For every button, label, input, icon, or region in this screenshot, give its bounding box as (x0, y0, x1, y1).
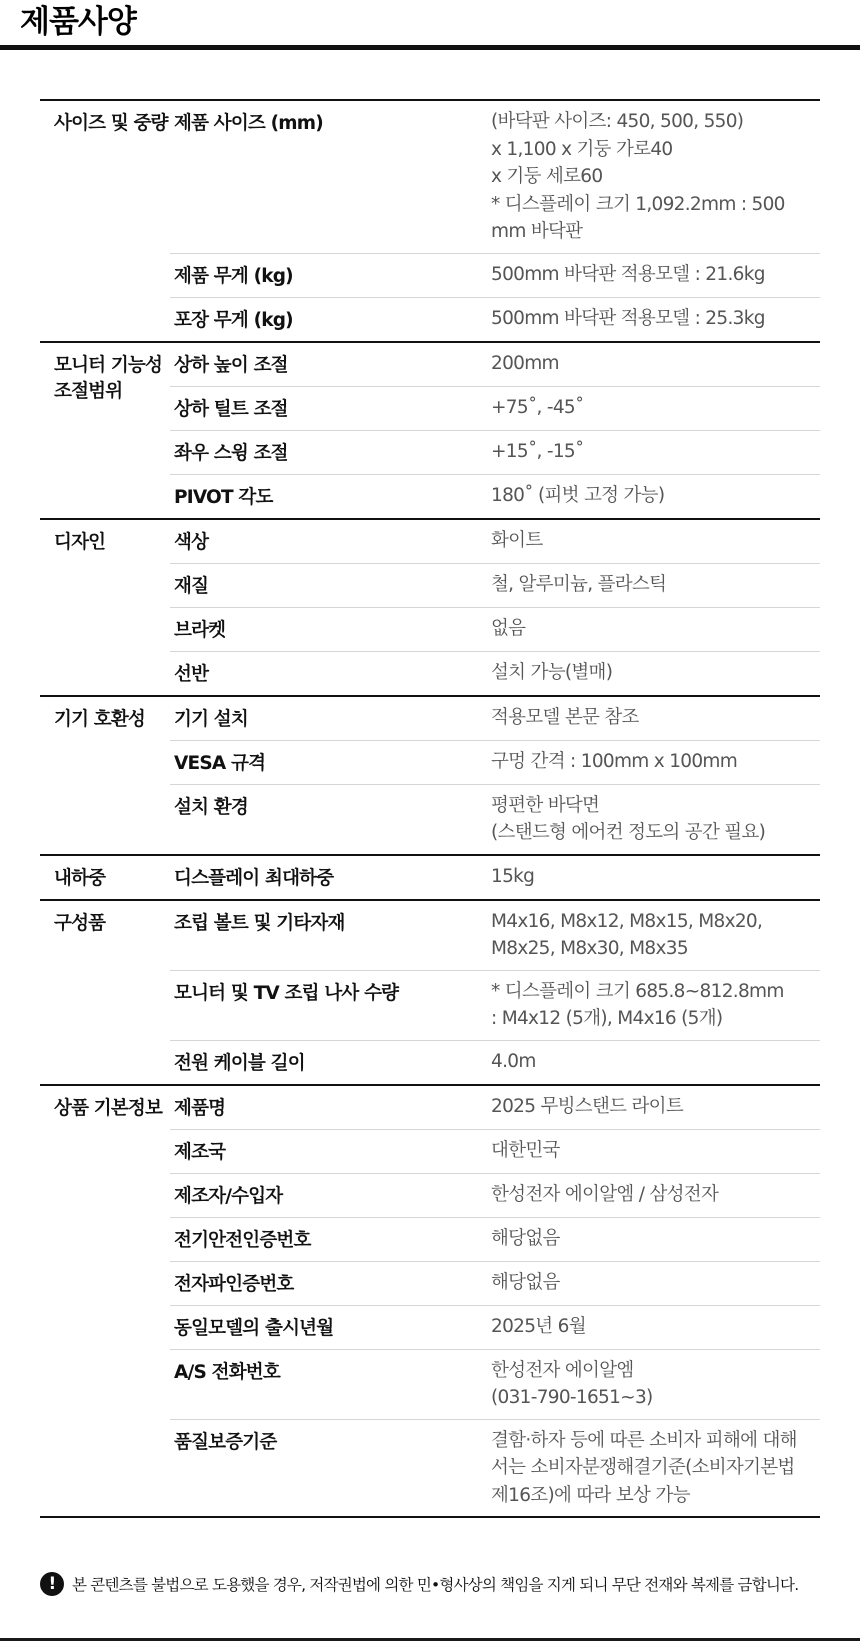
spec-value: 철, 알루미늄, 플라스틱 (491, 573, 667, 595)
spec-value: 500mm 바닥판 적용모델 : 21.6kg (491, 263, 765, 285)
spec-group-load (40, 856, 820, 901)
page-title: 제품사양 (20, 4, 136, 40)
spec-value: 500mm 바닥판 적용모델 : 25.3kg (491, 307, 765, 329)
spec-group-adjustment (40, 343, 820, 520)
spec-label: 브라켓 (174, 619, 226, 641)
group-rows (170, 697, 820, 854)
spec-row (170, 652, 820, 695)
notice-text: 본 콘텐츠를 불법으로 도용했을 경우, 저작권법에 의한 민•형사상의 책임을 지게 되니 무단 전재와 복제를 금합니다. (72, 1576, 799, 1594)
spec-value: 4.0m (491, 1050, 536, 1072)
spec-label: 조립 볼트 및 기타자재 (174, 912, 345, 934)
spec-value: 해당없음 (491, 1227, 560, 1249)
spec-label: 전자파인증번호 (174, 1273, 294, 1295)
title-divider (0, 45, 860, 50)
spec-row (170, 1041, 820, 1084)
spec-group-compatibility (40, 697, 820, 856)
group-rows (170, 901, 820, 1084)
spec-label: 설치 환경 (174, 796, 248, 818)
group-rows (170, 343, 820, 518)
spec-label: 디스플레이 최대하중 (174, 867, 334, 889)
spec-row (170, 1350, 820, 1420)
spec-row (170, 564, 820, 608)
spec-label: 제조자/수입자 (174, 1185, 283, 1207)
spec-value: 180˚ (피벗 고정 가능) (491, 484, 665, 506)
spec-label: 전기안전인증번호 (174, 1229, 311, 1251)
spec-row (170, 254, 820, 298)
spec-value: +15˚, -15˚ (491, 440, 584, 462)
spec-row (170, 1306, 820, 1350)
spec-label: VESA 규격 (174, 752, 266, 774)
spec-row (170, 856, 820, 899)
spec-group-size-weight (40, 101, 820, 343)
spec-label: 색상 (174, 531, 209, 553)
group-label: 내하중 (54, 867, 106, 889)
spec-label: 품질보증기준 (174, 1431, 277, 1453)
group-rows (170, 1086, 820, 1517)
spec-row (170, 608, 820, 652)
spec-value: 대한민국 (491, 1139, 560, 1161)
spec-label: 제품 무게 (kg) (174, 265, 293, 287)
group-rows (170, 101, 820, 341)
group-label: 디자인 (54, 531, 106, 553)
spec-row (170, 1420, 820, 1517)
spec-row (170, 101, 820, 254)
spec-label: 포장 무게 (kg) (174, 309, 293, 331)
spec-label: 상하 틸트 조절 (174, 398, 288, 420)
spec-label: 제품 사이즈 (mm) (174, 113, 323, 134)
spec-row (170, 1130, 820, 1174)
spec-group-design (40, 520, 820, 697)
spec-row (170, 785, 820, 854)
spec-label: 제품명 (174, 1097, 226, 1119)
spec-label: 선반 (174, 663, 209, 685)
group-label: 상품 기본정보 (54, 1097, 163, 1119)
spec-row (170, 431, 820, 475)
spec-row (170, 298, 820, 341)
spec-row (170, 343, 820, 387)
spec-value: M4x16, M8x12, M8x15, M8x20, M8x25, M8x30, M8x35 (491, 910, 763, 959)
group-label: 구성품 (54, 912, 106, 934)
group-label: 사이즈 및 중량 (54, 113, 168, 134)
spec-row (170, 1218, 820, 1262)
spec-value: 15kg (491, 865, 535, 887)
group-rows (170, 520, 820, 695)
spec-label: 좌우 스윙 조절 (174, 442, 288, 464)
spec-row (170, 741, 820, 785)
spec-value: 200mm (491, 352, 559, 374)
spec-row (170, 520, 820, 564)
spec-value: 구멍 간격 : 100mm x 100mm (491, 750, 738, 772)
spec-value: 2025년 6월 (491, 1315, 586, 1337)
spec-value: 없음 (491, 617, 526, 639)
spec-row (170, 1262, 820, 1306)
group-label: 모니터 기능성 조절범위 (54, 354, 163, 402)
spec-row (170, 387, 820, 431)
group-label: 기기 호환성 (54, 708, 145, 730)
spec-table (40, 99, 820, 1518)
spec-row (170, 971, 820, 1041)
spec-row (170, 697, 820, 741)
spec-label: 상하 높이 조절 (174, 354, 288, 376)
spec-group-components (40, 901, 820, 1086)
spec-value: 한성전자 에이알엠 (031-790-1651~3) (491, 1359, 653, 1408)
spec-label: 기기 설치 (174, 708, 248, 730)
spec-row (170, 901, 820, 971)
spec-label: 재질 (174, 575, 209, 597)
spec-value: * 디스플레이 크기 685.8~812.8mm : M4x12 (5개), M4x16 (5개) (491, 980, 784, 1029)
group-rows (170, 856, 820, 899)
spec-label: PIVOT 각도 (174, 486, 273, 508)
spec-value: 설치 가능(별매) (491, 661, 613, 683)
spec-value: 결함·하자 등에 따른 소비자 피해에 대해서는 소비자분쟁해결기준(소비자기본법 제16조)에 따라 보상 가능 (491, 1429, 797, 1506)
spec-row (170, 1174, 820, 1218)
spec-value: 평편한 바닥면 (스탠드형 에어컨 정도의 공간 필요) (491, 794, 766, 843)
spec-value: 한성전자 에이알엠 / 삼성전자 (491, 1183, 719, 1205)
exclamation-icon: ! (40, 1572, 64, 1596)
spec-label: 제조국 (174, 1141, 226, 1163)
spec-value: 해당없음 (491, 1271, 560, 1293)
spec-label: A/S 전화번호 (174, 1361, 280, 1383)
copyright-notice (40, 1572, 798, 1596)
spec-row (170, 475, 820, 518)
spec-label: 동일모델의 출시년월 (174, 1317, 334, 1339)
spec-value: 2025 무빙스탠드 라이트 (491, 1095, 684, 1117)
spec-value: 적용모델 본문 참조 (491, 706, 639, 728)
spec-value: 화이트 (491, 529, 543, 551)
spec-label: 모니터 및 TV 조립 나사 수량 (174, 982, 399, 1004)
spec-row (170, 1086, 820, 1130)
spec-value: (바닥판 사이즈: 450, 500, 550) x 1,100 x 기둥 가로40 x 기둥 세로60 * 디스플레이 크기 1,092.2mm : 500 mm 바닥판 (491, 111, 785, 242)
spec-value: +75˚, -45˚ (491, 396, 584, 418)
spec-group-basic-info (40, 1086, 820, 1519)
spec-label: 전원 케이블 길이 (174, 1052, 305, 1074)
